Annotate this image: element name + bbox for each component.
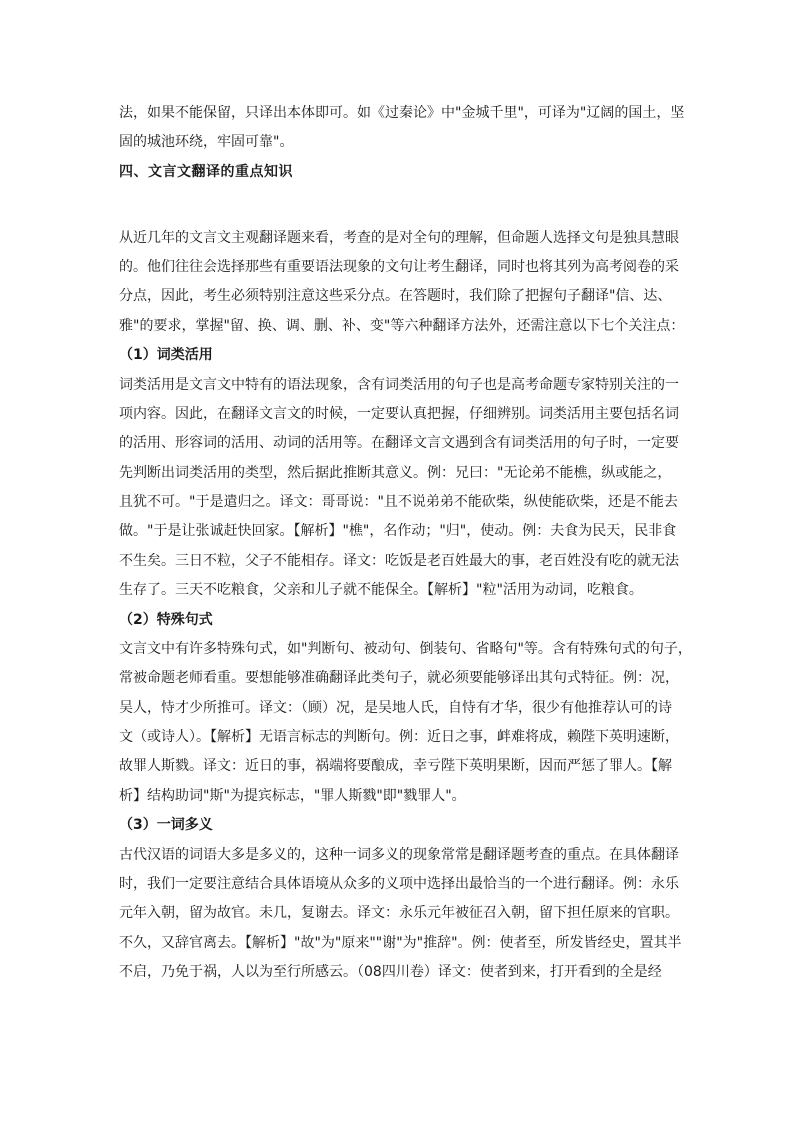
paragraph-line: 常被命题老师看重。要想能够准确翻译此类句子，就必须要能够译出其句式特征。例：况，	[119, 670, 679, 686]
paragraph-line: 元年入朝，留为故官。未几，复谢去。译文：永乐元年被征召入朝，留下担任原来的官职。	[119, 905, 679, 921]
subheading: （1）词类活用	[119, 347, 213, 363]
paragraph-line: 的活用、形容词的活用、动词的活用等。在翻译文言文遇到含有词类活用的句子时，一定要	[119, 435, 679, 451]
paragraph-line: 文言文中有许多特殊句式，如"判断句、被动句、倒装句、省略句"等。含有特殊句式的句子，	[119, 641, 692, 657]
paragraph-line: 析】结构助词"斯"为提宾标志，"罪人斯戮"即"戮罪人"。	[119, 788, 466, 804]
section-heading: 四、文言文翻译的重点知识	[119, 164, 293, 180]
paragraph-line: 不生矣。三日不粒，父子不能相存。译文：吃饭是老百姓最大的事，老百姓没有吃的就无法	[119, 553, 679, 569]
paragraph-line: 不启，乃免于祸，人以为至行所感云。（08四川卷）译文：使者到来，打开看到的全是经	[119, 964, 662, 980]
paragraph-line: 法，如果不能保留，只译出本体即可。如《过秦论》中"金城千里"，可译为"辽阔的国土，坚	[119, 105, 685, 121]
paragraph-line: 且犹不可。"于是遣归之。译文：哥哥说："且不说弟弟不能砍柴，纵使能砍柴，还是不能去	[119, 494, 678, 510]
paragraph-line: 从近几年的文言文主观翻译题来看，考查的是对全句的理解，但命题人选择文句是独具慧眼	[119, 230, 679, 246]
paragraph-line: 文（或诗人）。【解析】无语言标志的判断句。例：近日之事，衅难将成，赖陛下英明速断，	[119, 729, 679, 745]
subheading: （2）特殊句式	[119, 612, 213, 628]
paragraph-line: 分点，因此，考生必须特别注意这些采分点。在答题时，我们除了把握句子翻译"信、达、	[119, 288, 672, 304]
paragraph-line: 故罪人斯戮。译文：近日的事，祸端将要酿成，幸亏陛下英明果断，因而严惩了罪人。【解	[119, 758, 672, 774]
paragraph-line: 先判断出词类活用的类型，然后据此推断其意义。例：兄曰："无论弟不能樵，纵或能之，	[119, 465, 672, 481]
paragraph-line: 的。他们往往会选择那些有重要语法现象的文句让考生翻译，同时也将其列为高考阅卷的采	[119, 259, 679, 275]
paragraph-line: 吴人，恃才少所推可。译文：（顾）况，是吴地人氏，自恃有才华，很少有他推荐认可的诗	[119, 700, 672, 716]
paragraph-line: 做。"于是让张诚赶快回家。【解析】"樵"，名作动；"归"，使动。例：夫食为民天，民非食	[119, 523, 677, 539]
paragraph-line: 不久，又辞官离去。【解析】"故"为"原来""谢"为"推辞"。例：使者至，所发皆经史，置其半	[119, 935, 682, 951]
paragraph-line: 古代汉语的词语大多是多义的，这种一词多义的现象常常是翻译题考查的重点。在具体翻译	[119, 847, 679, 863]
paragraph-line: 生存了。三天不吃粮食，父亲和儿子就不能保全。【解析】"粒"活用为动词，吃粮食。	[119, 582, 643, 598]
paragraph-line: 词类活用是文言文中特有的语法现象，含有词类活用的句子也是高考命题专家特别关注的一	[119, 377, 679, 393]
subheading: （3）一词多义	[119, 817, 213, 833]
paragraph-line: 项内容。因此，在翻译文言文的时候，一定要认真把握，仔细辨别。词类活用主要包括名词	[119, 406, 679, 422]
paragraph-line: 雅"的要求，掌握"留、换、调、删、补、变"等六种翻译方法外，还需注意以下七个关注点：	[119, 318, 685, 334]
paragraph-line: 固的城池环绕，牢固可靠"。	[119, 134, 294, 150]
paragraph-line: 时，我们一定要注意结合具体语境从众多的义项中选择出最恰当的一个进行翻译。例：永乐	[119, 876, 679, 892]
